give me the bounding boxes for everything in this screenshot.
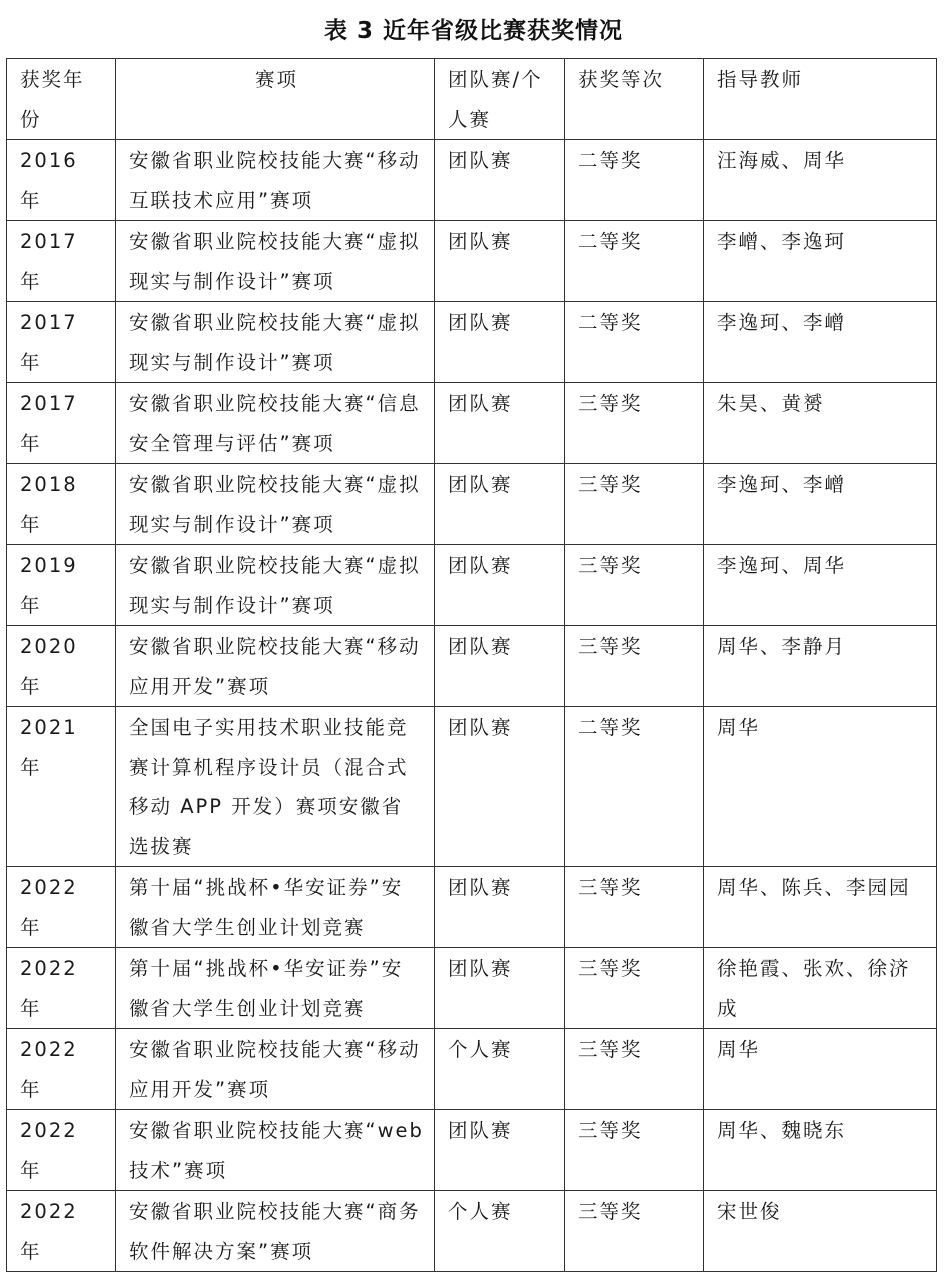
cell-type: 团队赛 — [435, 867, 565, 948]
cell-prize: 三等奖 — [565, 867, 704, 948]
header-year: 获奖年份 — [7, 59, 116, 140]
table-row — [7, 221, 937, 302]
cell-type: 团队赛 — [435, 626, 565, 707]
table-row — [7, 948, 937, 1029]
cell-teacher: 李逸珂、李嶒 — [704, 302, 937, 383]
header-prize: 获奖等次 — [565, 59, 704, 140]
table-row — [7, 140, 937, 221]
cell-year: 2022 年 — [7, 948, 116, 1029]
cell-prize: 三等奖 — [565, 948, 704, 1029]
cell-prize: 二等奖 — [565, 302, 704, 383]
header-type: 团队赛/个人赛 — [435, 59, 565, 140]
cell-teacher: 汪海威、周华 — [704, 140, 937, 221]
cell-teacher: 周华、李静月 — [704, 626, 937, 707]
cell-prize: 二等奖 — [565, 707, 704, 867]
cell-event: 安徽省职业院校技能大赛“移动互联技术应用”赛项 — [116, 140, 435, 221]
cell-type: 团队赛 — [435, 140, 565, 221]
cell-teacher: 李逸珂、李嶒 — [704, 464, 937, 545]
table-row — [7, 1191, 937, 1272]
cell-year: 2016 年 — [7, 140, 116, 221]
cell-event: 安徽省职业院校技能大赛“虚拟现实与制作设计”赛项 — [116, 545, 435, 626]
cell-type: 团队赛 — [435, 707, 565, 867]
cell-event: 安徽省职业院校技能大赛“信息安全管理与评估”赛项 — [116, 383, 435, 464]
awards-table — [6, 58, 937, 1272]
cell-event: 安徽省职业院校技能大赛“移动应用开发”赛项 — [116, 1029, 435, 1110]
cell-teacher: 李逸珂、周华 — [704, 545, 937, 626]
cell-year: 2020 年 — [7, 626, 116, 707]
cell-teacher: 周华 — [704, 707, 937, 867]
cell-event: 第十届“挑战杯•华安证券”安徽省大学生创业计划竞赛 — [116, 948, 435, 1029]
cell-teacher: 徐艳霞、张欢、徐济成 — [704, 948, 937, 1029]
cell-year: 2019 年 — [7, 545, 116, 626]
header-event: 赛项 — [116, 59, 435, 140]
cell-teacher: 周华、魏晓东 — [704, 1110, 937, 1191]
cell-prize: 三等奖 — [565, 545, 704, 626]
table-row — [7, 867, 937, 948]
cell-type: 个人赛 — [435, 1191, 565, 1272]
cell-prize: 三等奖 — [565, 626, 704, 707]
table-row — [7, 464, 937, 545]
cell-teacher: 李嶒、李逸珂 — [704, 221, 937, 302]
table-row — [7, 707, 937, 867]
table-body — [7, 140, 937, 1272]
cell-year: 2022 年 — [7, 1110, 116, 1191]
cell-prize: 三等奖 — [565, 1191, 704, 1272]
cell-teacher: 周华、陈兵、李园园 — [704, 867, 937, 948]
table-row — [7, 545, 937, 626]
cell-event: 安徽省职业院校技能大赛“移动应用开发”赛项 — [116, 626, 435, 707]
cell-event: 安徽省职业院校技能大赛“商务软件解决方案”赛项 — [116, 1191, 435, 1272]
cell-teacher: 宋世俊 — [704, 1191, 937, 1272]
cell-prize: 二等奖 — [565, 140, 704, 221]
table-row — [7, 626, 937, 707]
cell-year: 2022 年 — [7, 1191, 116, 1272]
cell-type: 团队赛 — [435, 464, 565, 545]
table-title: 表 3 近年省级比赛获奖情况 — [323, 18, 624, 44]
cell-prize: 三等奖 — [565, 1029, 704, 1110]
cell-type: 团队赛 — [435, 948, 565, 1029]
cell-event: 安徽省职业院校技能大赛“web 技术”赛项 — [116, 1110, 435, 1191]
table-row — [7, 1029, 937, 1110]
cell-event: 安徽省职业院校技能大赛“虚拟现实与制作设计”赛项 — [116, 221, 435, 302]
cell-prize: 二等奖 — [565, 221, 704, 302]
cell-prize: 三等奖 — [565, 464, 704, 545]
table-row — [7, 302, 937, 383]
cell-event: 全国电子实用技术职业技能竞赛计算机程序设计员（混合式移动 APP 开发）赛项安徽省选拔赛 — [116, 707, 435, 867]
cell-type: 团队赛 — [435, 221, 565, 302]
cell-year: 2021 年 — [7, 707, 116, 867]
table-row — [7, 1110, 937, 1191]
cell-event: 安徽省职业院校技能大赛“虚拟现实与制作设计”赛项 — [116, 464, 435, 545]
cell-type: 个人赛 — [435, 1029, 565, 1110]
cell-event: 安徽省职业院校技能大赛“虚拟现实与制作设计”赛项 — [116, 302, 435, 383]
cell-year: 2017 年 — [7, 302, 116, 383]
cell-teacher: 朱昊、黄赟 — [704, 383, 937, 464]
cell-type: 团队赛 — [435, 1110, 565, 1191]
cell-teacher: 周华 — [704, 1029, 937, 1110]
cell-prize: 三等奖 — [565, 383, 704, 464]
cell-year: 2017 年 — [7, 221, 116, 302]
cell-year: 2022 年 — [7, 1029, 116, 1110]
cell-year: 2017 年 — [7, 383, 116, 464]
header-row — [7, 59, 937, 140]
cell-type: 团队赛 — [435, 302, 565, 383]
cell-prize: 三等奖 — [565, 1110, 704, 1191]
cell-year: 2018 年 — [7, 464, 116, 545]
cell-type: 团队赛 — [435, 545, 565, 626]
header-teacher: 指导教师 — [704, 59, 937, 140]
cell-event: 第十届“挑战杯•华安证券”安徽省大学生创业计划竞赛 — [116, 867, 435, 948]
cell-year: 2022 年 — [7, 867, 116, 948]
table-row — [7, 383, 937, 464]
cell-type: 团队赛 — [435, 383, 565, 464]
